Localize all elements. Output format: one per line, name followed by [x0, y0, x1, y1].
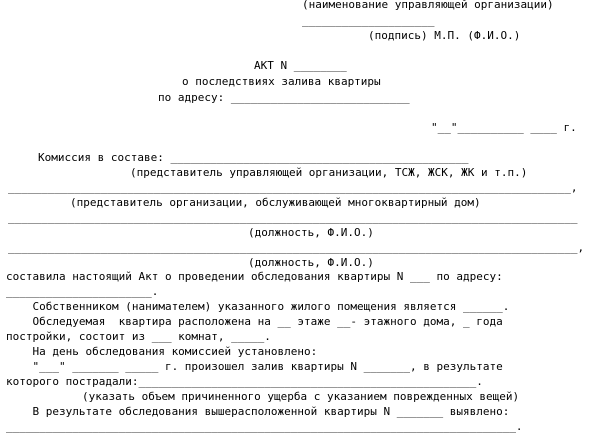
affected-line: которого пострадали:___________________________________________________.	[6, 375, 483, 388]
act-date: "__"__________ ____ г.	[431, 121, 577, 134]
commission-line: Комиссия в составе: _____________________________________________	[38, 151, 469, 164]
org-name-caption: (наименование управляющей организации)	[302, 0, 554, 11]
result-paragraph: В результате обследования вышерасположенной квартиры N _______ выявлено:	[6, 405, 510, 418]
built-line: постройки, состоит из ___ комнат, _____.	[6, 330, 271, 343]
commission-blank-4: ______________________________________________________________________________________,	[8, 241, 585, 254]
service-org-caption: (представитель организации, обслуживающей многоквартирный дом)	[70, 196, 481, 209]
management-rep-caption: (представитель управляющей организации, ТСЖ, ЖСК, ЖК и т.п.)	[130, 166, 528, 179]
act-title: АКТ N ________	[254, 59, 347, 72]
signature-caption: (подпись) М.П. (Ф.И.О.)	[368, 29, 521, 42]
result-blank: _____________________________________________________________________________.	[6, 420, 523, 433]
position-caption-2: (должность, Ф.И.О.)	[248, 256, 374, 269]
established-paragraph: На день обследования комиссией установлено:	[6, 345, 318, 358]
drew-up-paragraph: составила настоящий Акт о проведении обследования квартиры N ___ по адресу:	[6, 270, 503, 283]
inspected-paragraph: Обследуемая квартира расположена на __ этаже __- этажного дома, _ года	[6, 315, 503, 328]
act-address: по адресу: ___________________________	[158, 91, 410, 104]
owner-paragraph: Собственником (нанимателем) указанного жилого помещения является ______.	[6, 300, 510, 313]
position-caption-1: (должность, Ф.И.О.)	[248, 226, 374, 239]
flood-paragraph: "___" _______ _____ г. произошел залив квартиры N _______, в результате	[6, 360, 503, 373]
commission-blank-3: ______________________________________________________________________________________	[8, 211, 578, 224]
act-subject: о последствиях залива квартиры	[182, 75, 381, 88]
address-blank: ______________________.	[6, 285, 159, 298]
damage-caption: (указать объем причиненного ущерба с указанием поврежденных вещей)	[82, 390, 520, 403]
commission-blank-2: _____________________________________________________________________________________,	[8, 181, 578, 194]
signature-blank: ____________________	[302, 14, 435, 27]
